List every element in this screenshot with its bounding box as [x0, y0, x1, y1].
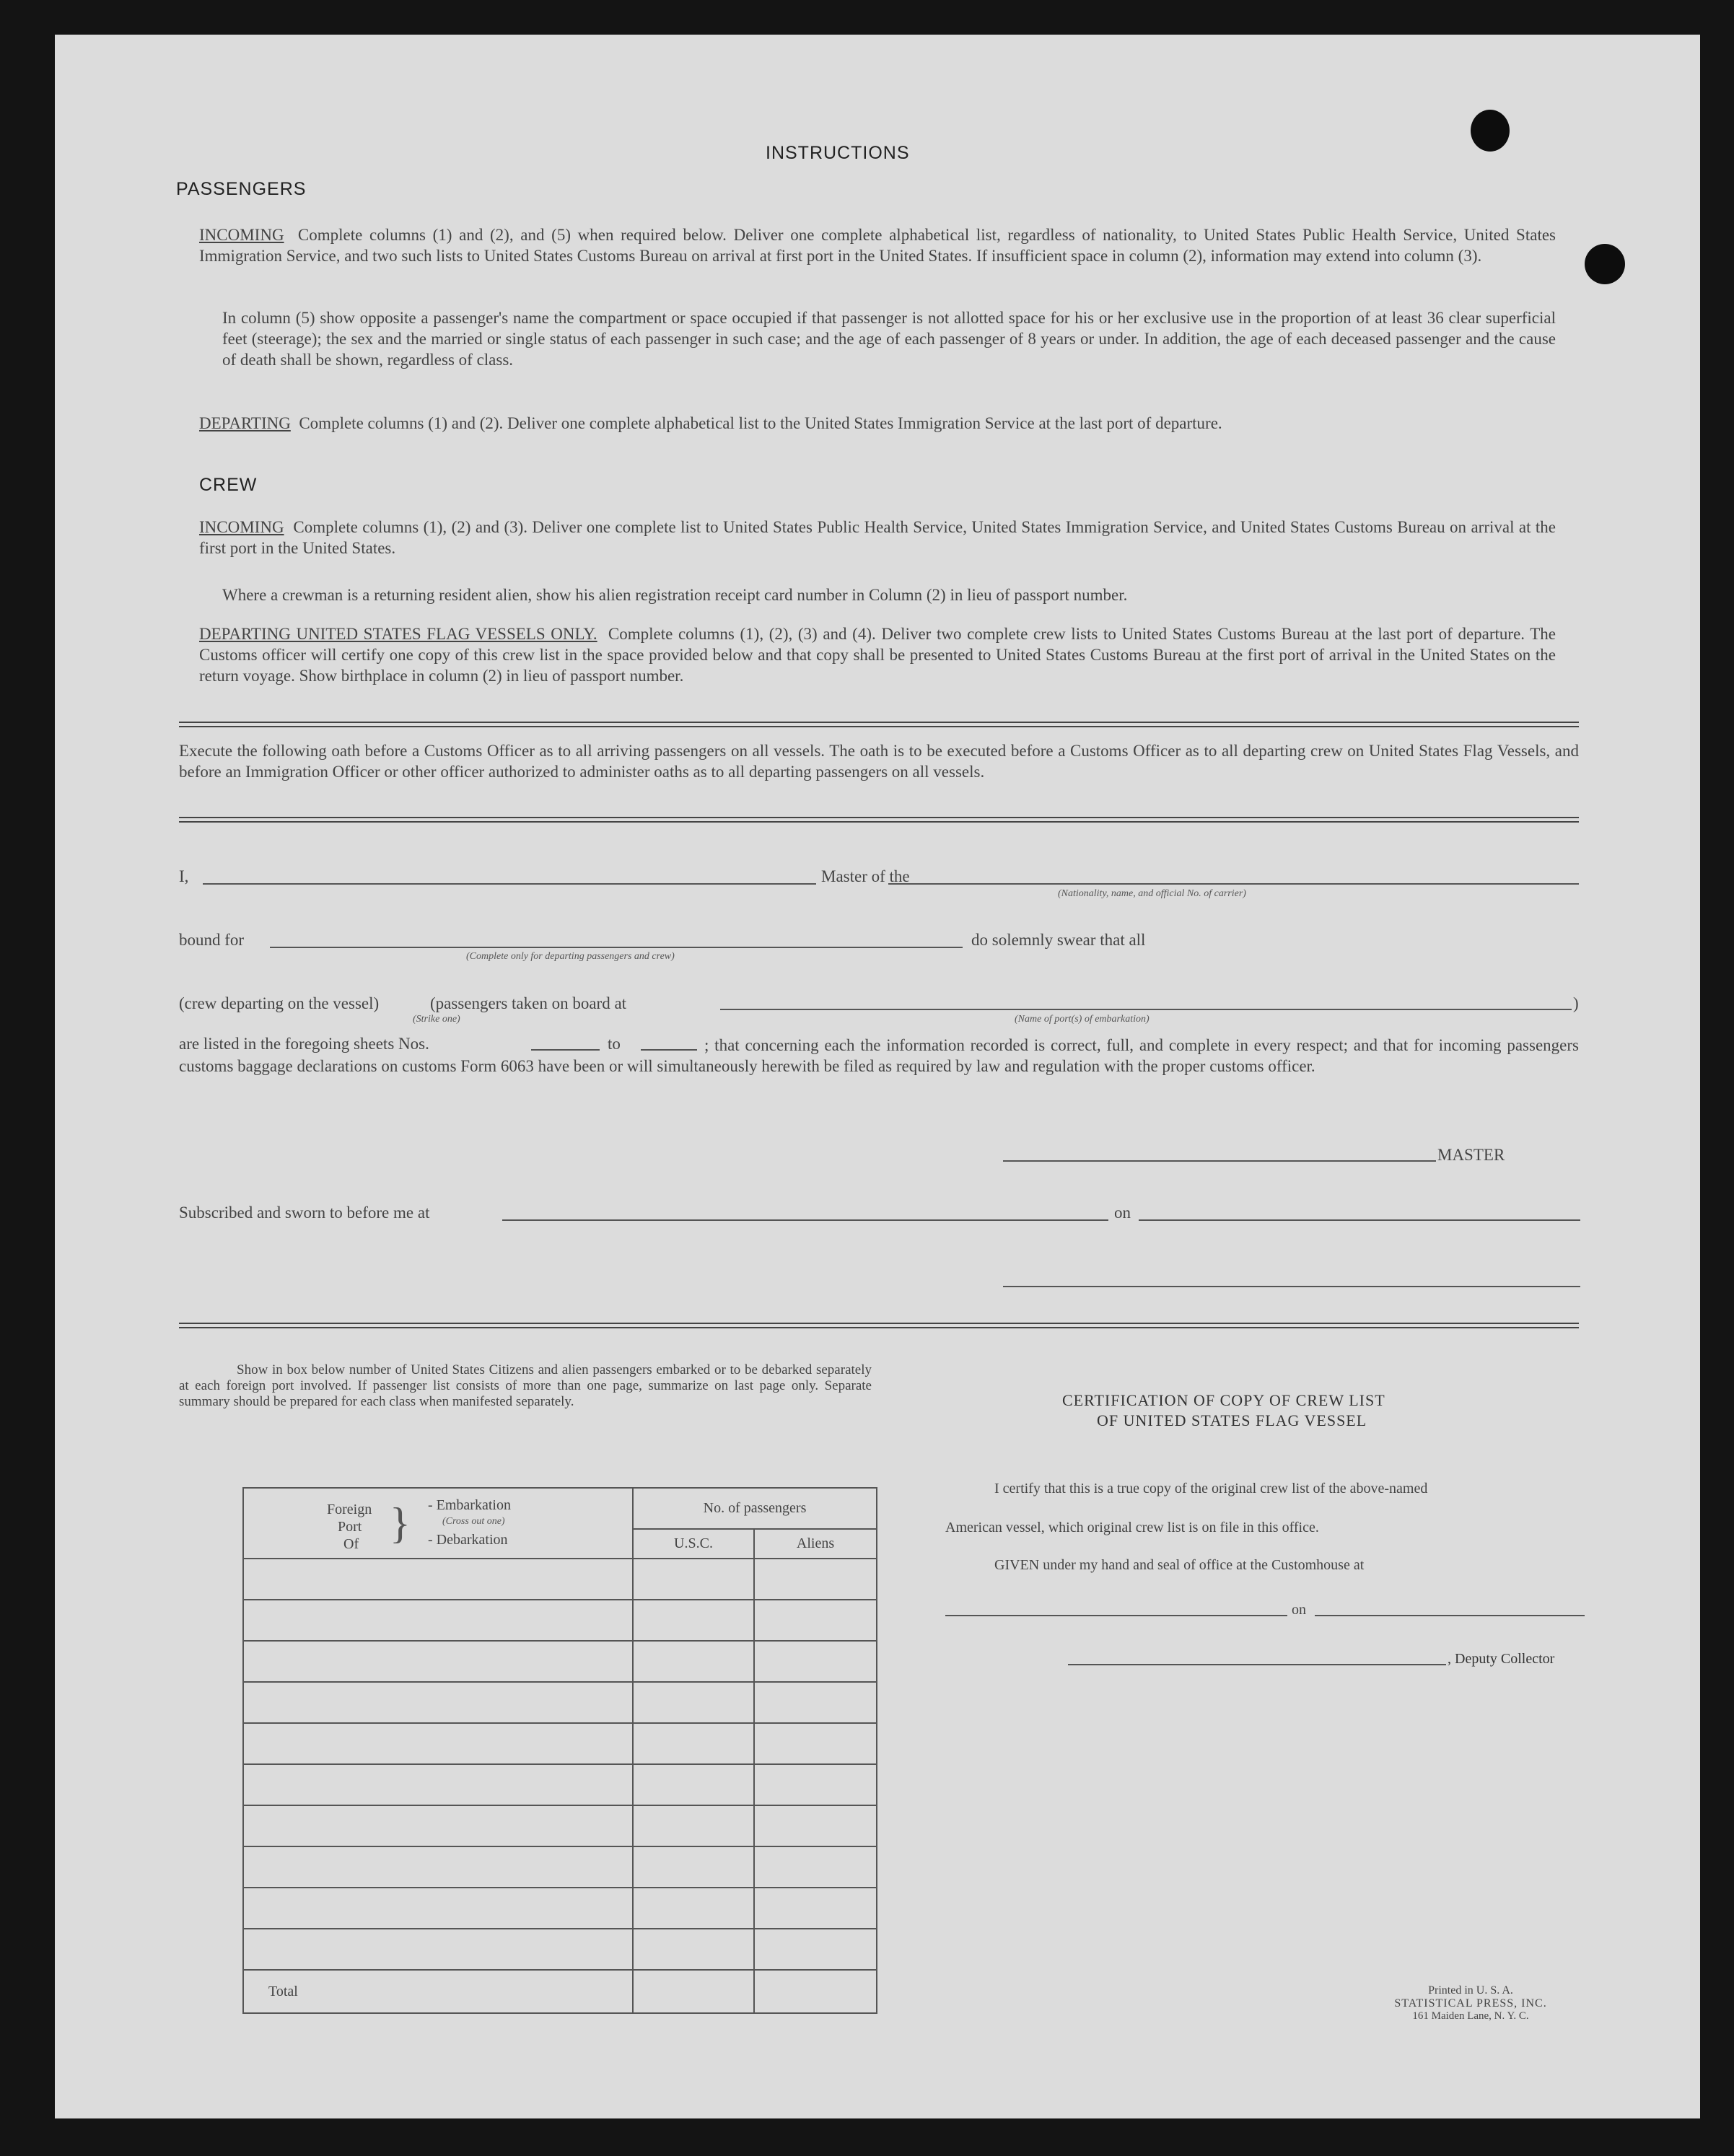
bound-for-field[interactable] — [270, 947, 963, 948]
aliens-cell[interactable] — [754, 1929, 877, 1970]
crew-incoming-instruction — [199, 517, 1556, 558]
port-cell[interactable] — [243, 1764, 633, 1805]
port-hint: (Name of port(s) of embarkation) — [1015, 1014, 1150, 1025]
master-name-field[interactable] — [203, 883, 816, 885]
sworn-location-field[interactable] — [502, 1219, 1108, 1221]
table-row — [243, 1888, 877, 1929]
aliens-cell[interactable] — [754, 1682, 877, 1723]
port-cell[interactable] — [243, 1641, 633, 1682]
port-label: Port — [338, 1519, 362, 1535]
crew-departing-label: DEPARTING UNITED STATES FLAG VESSELS ONLY. — [199, 625, 597, 643]
table-row — [243, 1929, 877, 1970]
table-row — [243, 1559, 877, 1600]
passenger-option: (passengers taken on board at — [430, 994, 627, 1012]
total-usc-cell[interactable] — [633, 1970, 754, 2013]
no-passengers-header: No. of passengers — [633, 1488, 877, 1529]
certify-line-2: American vessel, which original crew list is on file in this office. — [945, 1520, 1319, 1535]
crew-incoming-text: Complete columns (1), (2) and (3). Deliver one complete list to United States Public Health Service, United States Immigration Service, and United States Customs Bureau on arrival at the first port in the United States. — [199, 518, 1556, 557]
embarkation-label: - Embarkation — [428, 1497, 511, 1513]
section-divider — [179, 1323, 1579, 1328]
crew-resident-instruction: Where a crewman is a returning resident alien, show his alien registration receipt card number in Column (2) in lieu of passport number. — [222, 586, 1128, 604]
certification-title-1: CERTIFICATION OF COPY OF CREW LIST — [1062, 1391, 1385, 1409]
cert-on-label: on — [1292, 1602, 1306, 1618]
carrier-hint: (Nationality, name, and official No. of carrier) — [1058, 888, 1246, 899]
aliens-cell[interactable] — [754, 1641, 877, 1682]
port-cell[interactable] — [243, 1929, 633, 1970]
section-divider — [179, 722, 1579, 727]
port-cell[interactable] — [243, 1723, 633, 1764]
printer-line-2: STATISTICAL PRESS, INC. — [1394, 1997, 1547, 2010]
port-cell[interactable] — [243, 1682, 633, 1723]
passengers-heading: PASSENGERS — [176, 179, 307, 199]
master-label: MASTER — [1437, 1146, 1505, 1164]
usc-header: U.S.C. — [633, 1529, 754, 1559]
listed-label: are listed in the foregoing sheets Nos. — [179, 1035, 429, 1053]
crew-departing-text: Complete columns (1), (2), (3) and (4). Deliver two complete crew lists to United States Customs Bureau at the last port of departure. The Customs officer will certify one copy of this crew list in the space provided below and that copy shall be presented to United States Customs Bureau at the first port of arrival in the United States on the return voyage. Show birthplace in column (2) in lieu of passport number. — [199, 625, 1556, 685]
certify-line-1: I certify that this is a true copy of the original crew list of the above-named — [994, 1481, 1428, 1497]
punch-hole — [1471, 110, 1510, 152]
instructions-title: INSTRUCTIONS — [766, 143, 910, 163]
swear-label: do solemnly swear that all — [971, 931, 1146, 949]
close-paren: ) — [1573, 994, 1579, 1012]
table-row — [243, 1723, 877, 1764]
passenger-incoming-instruction — [199, 224, 1556, 266]
brace-icon: } — [390, 1499, 411, 1547]
aliens-cell[interactable] — [754, 1888, 877, 1929]
usc-cell[interactable] — [633, 1559, 754, 1600]
carrier-field[interactable] — [888, 883, 1579, 885]
strike-hint: (Strike one) — [413, 1014, 460, 1025]
to-label: to — [608, 1035, 621, 1053]
usc-cell[interactable] — [633, 1682, 754, 1723]
usc-cell[interactable] — [633, 1805, 754, 1846]
crew-incoming-label: INCOMING — [199, 518, 284, 536]
passenger-summary-table — [242, 1487, 877, 2014]
port-cell[interactable] — [243, 1805, 633, 1846]
port-cell[interactable] — [243, 1888, 633, 1929]
total-label: Total — [243, 1970, 633, 2013]
table-row — [243, 1846, 877, 1888]
departing-text: Complete columns (1) and (2). Deliver one complete alphabetical list to the United States Immigration Service at the last port of departure. — [299, 414, 1222, 432]
form-page — [55, 35, 1700, 2118]
oath-statement: ; that concerning each the information recorded is correct, full, and complete in every respect; and that for incoming passengers customs baggage declarations on customs Form 6063 have been or will simultaneously herewith be filed as required by law and regulation with the proper customs officer. — [179, 1036, 1579, 1075]
summary-intro: Show in box below number of United States Citizens and alien passengers embarked or to be debarked separately at each foreign port involved. If passenger list consists of more than one page, summarize on last page only. Separate summary should be prepared for each class when manifested separately. — [179, 1362, 872, 1409]
usc-cell[interactable] — [633, 1764, 754, 1805]
aliens-cell[interactable] — [754, 1846, 877, 1888]
port-cell[interactable] — [243, 1559, 633, 1600]
table-row — [243, 1641, 877, 1682]
master-of-label: Master of the — [821, 867, 910, 885]
punch-hole — [1585, 244, 1625, 284]
deputy-signature-field[interactable] — [1068, 1664, 1446, 1665]
aliens-cell[interactable] — [754, 1600, 877, 1641]
table-row — [243, 1805, 877, 1846]
of-label: Of — [343, 1536, 359, 1552]
total-aliens-cell[interactable] — [754, 1970, 877, 2013]
total-row — [243, 1970, 877, 2013]
usc-cell[interactable] — [633, 1846, 754, 1888]
port-cell[interactable] — [243, 1846, 633, 1888]
port-cell[interactable] — [243, 1600, 633, 1641]
aliens-cell[interactable] — [754, 1764, 877, 1805]
deputy-collector-label: , Deputy Collector — [1448, 1651, 1555, 1667]
sworn-date-field[interactable] — [1139, 1219, 1580, 1221]
printer-line-1: Printed in U. S. A. — [1428, 1984, 1513, 1997]
crew-departing-instruction — [199, 623, 1556, 686]
bound-for-label: bound for — [179, 931, 245, 949]
passenger-departing-instruction — [199, 413, 1556, 434]
port-header — [243, 1488, 633, 1559]
customhouse-field[interactable] — [945, 1615, 1287, 1616]
debarkation-label: - Debarkation — [428, 1532, 508, 1548]
usc-cell[interactable] — [633, 1888, 754, 1929]
i-label: I, — [179, 867, 189, 885]
incoming-label: INCOMING — [199, 226, 284, 244]
usc-cell[interactable] — [633, 1600, 754, 1641]
bound-for-hint: (Complete only for departing passengers and crew) — [466, 951, 675, 962]
embarkation-port-field[interactable] — [720, 1009, 1572, 1010]
aliens-cell[interactable] — [754, 1723, 877, 1764]
cert-date-field[interactable] — [1315, 1615, 1585, 1616]
certify-line-3: GIVEN under my hand and seal of office at the Customhouse at — [994, 1557, 1365, 1573]
certification-title-2: OF UNITED STATES FLAG VESSEL — [1097, 1411, 1367, 1429]
usc-cell[interactable] — [633, 1929, 754, 1970]
foreign-label: Foreign — [327, 1502, 372, 1517]
crew-option: (crew departing on the vessel) — [179, 994, 380, 1012]
printer-line-3: 161 Maiden Lane, N. Y. C. — [1412, 2010, 1529, 2022]
cross-out-hint: (Cross out one) — [442, 1516, 505, 1527]
usc-cell[interactable] — [633, 1723, 754, 1764]
aliens-header: Aliens — [754, 1529, 877, 1559]
incoming-text: Complete columns (1) and (2), and (5) when required below. Deliver one complete alphabetical list, regardless of nationality, to United States Public Health Service, United States Immigration Service, and two such lists to United States Customs Bureau on arrival at first port in the United States. If insufficient space in column (2), information may extend into column (3). — [199, 226, 1556, 265]
table-row — [243, 1682, 877, 1723]
aliens-cell[interactable] — [754, 1805, 877, 1846]
officer-signature-field[interactable] — [1003, 1286, 1580, 1287]
master-signature-field[interactable] — [1003, 1160, 1436, 1162]
aliens-cell[interactable] — [754, 1559, 877, 1600]
usc-cell[interactable] — [633, 1641, 754, 1682]
sworn-on-label: on — [1114, 1204, 1131, 1222]
oath-intro: Execute the following oath before a Customs Officer as to all arriving passengers on all vessels. The oath is to be executed before a Customs Officer as to all departing crew on United States Flag Vessels, and before an Immigration Officer or other officer authorized to administer oaths as to all departing passengers on all vessels. — [179, 742, 1579, 781]
section-divider — [179, 817, 1579, 823]
column5-instruction: In column (5) show opposite a passenger's name the compartment or space occupied if that passenger is not allotted space for his or her exclusive use in the proportion of at least 36 clear superficial feet (steerage); the sex and the married or single status of each passenger in such case; and the age of each passenger of 8 years or under. In addition, the age of each deceased passenger and the cause of death shall be shown, regardless of class. — [222, 309, 1556, 369]
subscribed-label: Subscribed and sworn to before me at — [179, 1204, 430, 1222]
departing-label: DEPARTING — [199, 414, 291, 432]
table-row — [243, 1764, 877, 1805]
crew-heading: CREW — [199, 475, 258, 495]
table-row — [243, 1600, 877, 1641]
